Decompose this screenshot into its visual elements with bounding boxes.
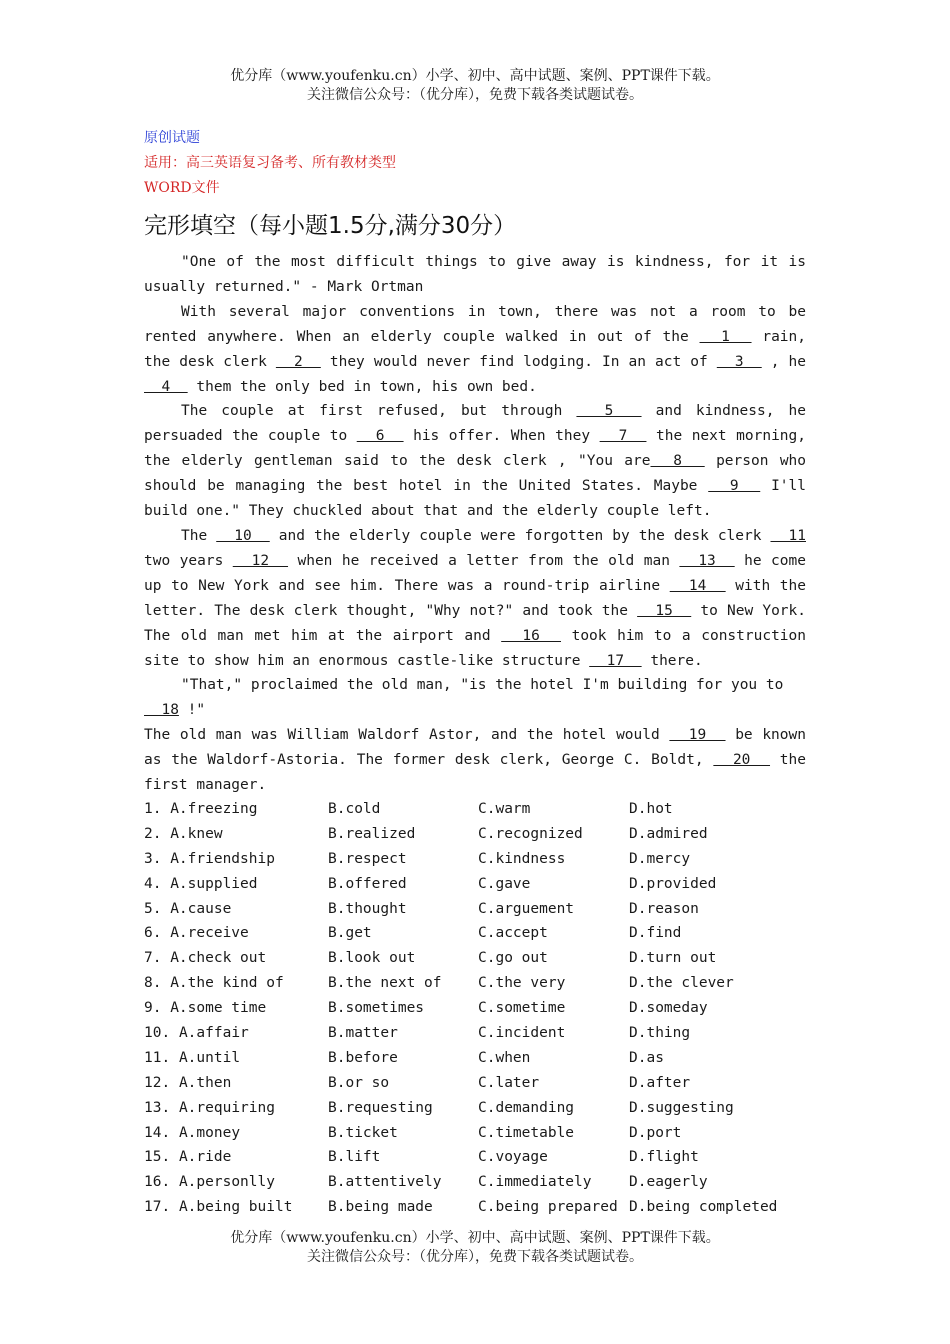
option-b: B.requesting	[328, 1099, 433, 1116]
option-c: C.timetable	[478, 1124, 575, 1141]
text: to New York. The old man met him at the airport and	[144, 602, 806, 644]
text: the next morning, the elderly gentleman said to the desk clerk , "You are	[144, 428, 806, 470]
option-a: A.personlly	[178, 1174, 275, 1191]
blank-13: 13	[679, 552, 735, 569]
option-row	[144, 872, 824, 897]
footer-line-2: 关注微信公众号：（优分库），免费下载各类试题试卷。	[307, 1249, 643, 1265]
option-row	[144, 921, 824, 946]
text: rain, the desk clerk	[144, 328, 806, 370]
text: the first manager.	[144, 752, 807, 794]
blank-14: 14	[669, 577, 726, 594]
question-number: 2.	[144, 825, 162, 842]
quote-paragraph: "One of the most difficult things to give away is kindness, for it is usually returned." - Mark Ortman	[144, 254, 806, 295]
option-c: C.later	[478, 1074, 540, 1091]
original-label: 原创试题	[144, 130, 200, 146]
question-number: 15.	[144, 1149, 171, 1166]
option-d: D.provided	[629, 875, 717, 892]
option-row	[144, 847, 824, 872]
option-d: D.find	[629, 925, 682, 942]
section-title: 完形填空（每小题1.5分,满分30分）	[144, 213, 517, 239]
question-number: 7.	[144, 950, 162, 967]
option-d: D.someday	[629, 1000, 708, 1017]
option-d: D.mercy	[629, 850, 691, 867]
option-b: B.look out	[328, 950, 416, 967]
option-a: A.cause	[170, 900, 232, 917]
question-number: 5.	[144, 900, 162, 917]
option-c: C.incident	[478, 1025, 566, 1042]
text: With several major conventions in town, there was not a room to be rented anywhere. When an elderly couple walked in out of the	[144, 303, 806, 345]
text: with the letter. The desk clerk thought, "Why not?" and took the	[144, 577, 806, 619]
option-c: C.voyage	[478, 1149, 548, 1166]
option-row	[144, 971, 824, 996]
option-c: C.the very	[478, 975, 566, 992]
option-b: B.attentively	[328, 1174, 442, 1191]
paragraph-3	[144, 399, 806, 524]
option-b: B.thought	[328, 900, 407, 917]
option-d: D.as	[629, 1049, 664, 1066]
question-number: 3.	[144, 850, 162, 867]
option-b: B.cold	[328, 801, 381, 817]
question-number: 14.	[144, 1124, 171, 1141]
option-c: C.arguement	[478, 900, 575, 917]
option-row	[144, 1021, 824, 1046]
option-c: C.recognized	[478, 825, 583, 842]
option-c: C.when	[478, 1049, 531, 1066]
blank-4: 4	[144, 378, 188, 395]
text: be known as the Waldorf-Astoria. The former desk clerk, George C. Boldt,	[144, 727, 806, 769]
text: when he received a letter from the old man	[288, 552, 680, 569]
option-a: A.until	[178, 1049, 241, 1066]
option-b: B.respect	[328, 850, 407, 867]
option-c: C.go out	[478, 950, 548, 967]
option-row	[144, 996, 824, 1021]
option-d: D.thing	[629, 1025, 691, 1042]
option-row	[144, 1170, 824, 1195]
blank-10: 10	[216, 527, 270, 544]
option-c: C.accept	[478, 925, 548, 942]
option-row	[144, 1121, 824, 1146]
blank-8: 8	[650, 453, 705, 470]
blank-16: 16	[501, 627, 561, 644]
option-row	[144, 822, 824, 847]
text: they would never find lodging. In an act of	[320, 353, 717, 370]
blank-19: 19	[669, 727, 726, 744]
option-b: B.offered	[328, 875, 407, 892]
option-a: A.knew	[170, 825, 223, 842]
blank-20: 20	[713, 752, 771, 769]
option-row	[144, 797, 824, 822]
option-row	[144, 946, 824, 971]
question-number: 9.	[144, 1000, 162, 1017]
option-a: A.affair	[178, 1025, 249, 1042]
text: The couple at first refused, but through	[181, 403, 577, 420]
option-c: C.kindness	[478, 850, 566, 867]
question-number: 16.	[144, 1174, 171, 1191]
question-number: 12.	[144, 1074, 171, 1091]
question-number: 1.	[144, 801, 162, 817]
option-c: C.gave	[478, 875, 531, 892]
option-d: D.hot	[629, 801, 673, 817]
option-a: A.money	[178, 1124, 241, 1141]
option-row	[144, 1096, 824, 1121]
blank-3: 3	[716, 353, 762, 370]
option-d: D.the clever	[629, 975, 734, 992]
paragraph-6	[144, 723, 806, 798]
page-footer	[0, 1229, 950, 1267]
option-d: D.flight	[629, 1149, 699, 1166]
option-a: A.being built	[178, 1199, 293, 1216]
blank-18: 18	[144, 702, 179, 719]
option-a: A.ride	[178, 1149, 232, 1166]
option-d: D.after	[629, 1074, 691, 1091]
blank-17: 17	[589, 652, 642, 669]
option-b: B.realized	[328, 825, 416, 842]
option-d: D.reason	[629, 900, 699, 917]
option-b: B.the next of	[328, 975, 442, 992]
text: two years	[144, 552, 233, 569]
text: The	[181, 527, 217, 544]
option-b: B.matter	[328, 1025, 398, 1042]
option-row	[144, 1046, 824, 1071]
question-number: 4.	[144, 875, 162, 892]
option-a: A.supplied	[170, 875, 258, 892]
option-b: B.get	[328, 925, 372, 942]
option-a: A.requiring	[178, 1099, 275, 1116]
paragraph-4	[144, 524, 806, 673]
option-c: C.demanding	[478, 1099, 575, 1116]
option-b: B.being made	[328, 1199, 433, 1216]
question-number: 6.	[144, 925, 162, 942]
option-b: B.lift	[328, 1149, 381, 1166]
option-row	[144, 1145, 824, 1170]
option-a: A.freezing	[170, 801, 258, 817]
option-c: C.warm	[478, 801, 531, 817]
option-c: C.immediately	[478, 1174, 592, 1191]
blank-9: 9	[708, 478, 761, 495]
question-number: 11.	[144, 1049, 171, 1066]
text: and the elderly couple were forgotten by the desk clerk	[269, 527, 771, 544]
option-d: D.eagerly	[629, 1174, 708, 1191]
text: The old man was William Waldorf Astor, and the hotel would	[144, 727, 670, 744]
options-list	[144, 797, 824, 1220]
text: and kindness, he persuaded the couple to	[144, 403, 807, 445]
option-b: B.sometimes	[328, 1000, 425, 1017]
text: person who should be managing the best hotel in the United States. Maybe	[144, 453, 807, 495]
option-d: D.turn out	[629, 950, 717, 967]
question-number: 8.	[144, 975, 162, 992]
applies-label: 适用：高三英语复习备考、所有教材类型	[144, 155, 396, 171]
option-b: B.or so	[328, 1074, 390, 1091]
page-header	[0, 67, 950, 105]
text: there.	[641, 652, 703, 669]
option-a: A.receive	[170, 925, 249, 942]
question-number: 10.	[144, 1025, 171, 1042]
option-a: A.then	[178, 1074, 232, 1091]
text: his offer. When they	[403, 428, 600, 445]
option-c: C.sometime	[478, 1000, 566, 1017]
blank-6: 6	[356, 428, 404, 445]
paragraph-2	[144, 300, 806, 400]
option-a: A.some time	[170, 1000, 267, 1017]
text: he come up to New York and see him. There was a round-trip airline	[144, 552, 806, 594]
question-number: 13.	[144, 1099, 171, 1116]
option-row	[144, 897, 824, 922]
blank-2: 2	[275, 353, 321, 370]
option-a: A.check out	[170, 950, 267, 967]
option-c: C.being prepared	[478, 1199, 618, 1216]
text: took him to a construction site to show him an enormous castle-like structure	[144, 627, 806, 669]
text: !"	[178, 702, 206, 719]
text: them the only bed in town, his own bed.	[187, 378, 537, 395]
cloze-passage	[144, 250, 806, 798]
option-b: B.ticket	[328, 1124, 398, 1141]
option-a: A.the kind of	[170, 975, 284, 992]
blank-12: 12	[232, 552, 289, 569]
option-a: A.friendship	[170, 850, 275, 867]
option-b: B.before	[328, 1049, 398, 1066]
footer-line-1: 优分库（www.youfenku.cn）小学、初中、高中试题、案例、PPT课件下载。	[230, 1230, 720, 1246]
blank-7: 7	[599, 428, 647, 445]
option-d: D.admired	[629, 825, 708, 842]
format-label: WORD文件	[144, 180, 220, 196]
header-line-1: 优分库（www.youfenku.cn）小学、初中、高中试题、案例、PPT课件下载。	[230, 68, 720, 84]
option-row	[144, 1071, 824, 1096]
blank-11: 11	[770, 527, 806, 544]
option-d: D.port	[629, 1124, 682, 1141]
blank-1: 1	[699, 328, 752, 345]
blank-5: 5	[576, 403, 642, 420]
blank-15: 15	[637, 602, 692, 619]
option-d: D.suggesting	[629, 1099, 734, 1116]
header-line-2: 关注微信公众号：（优分库），免费下载各类试题试卷。	[307, 87, 643, 103]
option-d: D.being completed	[629, 1199, 778, 1216]
option-row	[144, 1195, 824, 1220]
text: , he	[761, 353, 806, 370]
question-number: 17.	[144, 1199, 171, 1216]
text: I'll build one." They chuckled about that and the elderly couple left.	[144, 478, 806, 520]
paragraph-5	[144, 673, 806, 723]
text: "That," proclaimed the old man, "is the hotel I'm building for you to	[181, 677, 784, 694]
